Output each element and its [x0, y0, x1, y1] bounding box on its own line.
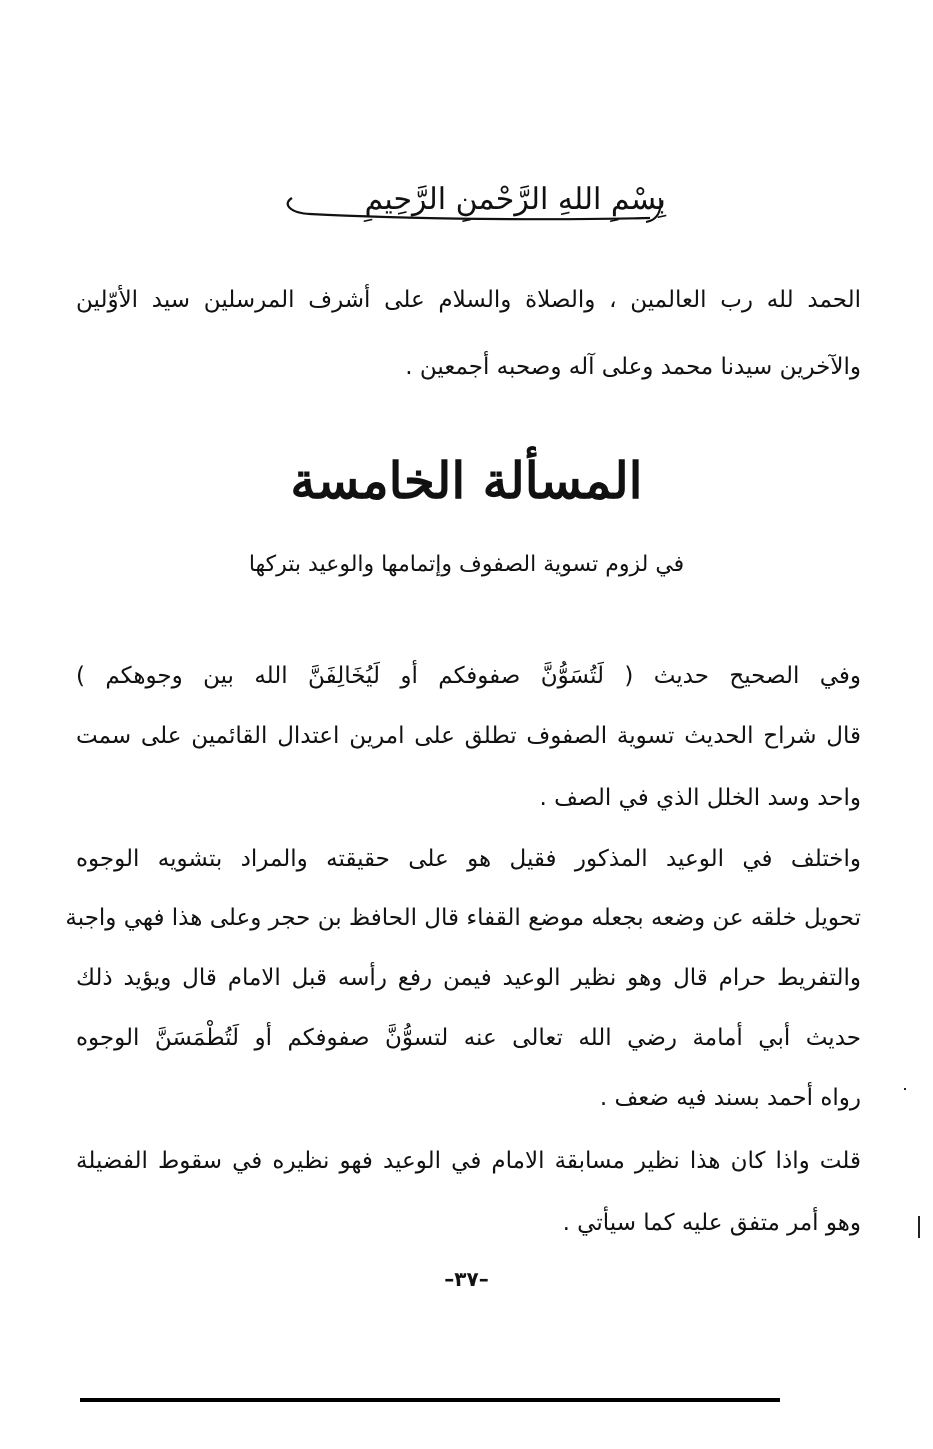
paragraph-2-line-2: تحويل خلقه عن وضعه بجعله موضع القفاء قال الحافظ بن حجر وعلى هذا فهي واجبة — [65, 905, 861, 931]
paragraph-2-line-5: رواه أحمد بسند فيه ضعف . — [599, 1085, 861, 1111]
paragraph-2-line-1: واختلف في الوعيد المذكور فقيل هو على حقيقته والمراد بتشويه الوجوه — [76, 846, 861, 872]
chapter-title: المسألة الخامسة — [290, 451, 643, 510]
paragraph-1-line-3: واحد وسد الخلل الذي في الصف . — [539, 785, 861, 811]
scan-speck — [904, 1088, 906, 1090]
scan-speck — [918, 1216, 920, 1238]
paragraph-3-line-1: قلت واذا كان هذا نظير مسابقة الامام في الوعيد فهو نظيره في سقوط الفضيلة — [76, 1148, 861, 1174]
scan-edge-rule — [80, 1398, 780, 1402]
paragraph-1-line-2: قال شراح الحديث تسوية الصفوف تطلق على امرين اعتدال القائمين على سمت — [76, 723, 861, 749]
intro-line-1: الحمد لله رب العالمين ، والصلاة والسلام على أشرف المرسلين سيد الأوّلين — [76, 287, 861, 313]
paragraph-1-line-1: وفي الصحيح حديث ( لَتُسَوُّنَّ صفوفكم أو لَيُخَالِفَنَّ الله بين وجوهكم ) — [76, 663, 861, 689]
intro-line-2: والآخرين سيدنا محمد وعلى آله وصحبه أجمعين . — [405, 354, 861, 380]
page-number: –٣٧– — [444, 1267, 489, 1291]
paragraph-3-line-2: وهو أمر متفق عليه كما سيأتي . — [562, 1210, 861, 1236]
chapter-subtitle: في لزوم تسوية الصفوف وإتمامها والوعيد بتركها — [248, 552, 685, 577]
basmala-text: بِسْمِ اللهِ الرَّحْمنِ الرَّحِيمِ — [364, 182, 666, 217]
paragraph-2-line-4: حديث أبي أمامة رضي الله تعالى عنه لتسوُّنَّ صفوفكم أو لَتُطْمَسَنَّ الوجوه — [76, 1025, 861, 1051]
paragraph-2-line-3: والتفريط حرام قال وهو نظير الوعيد فيمن رفع رأسه قبل الامام قال ويؤيد ذلك — [76, 965, 861, 991]
basmala-header — [270, 168, 680, 248]
